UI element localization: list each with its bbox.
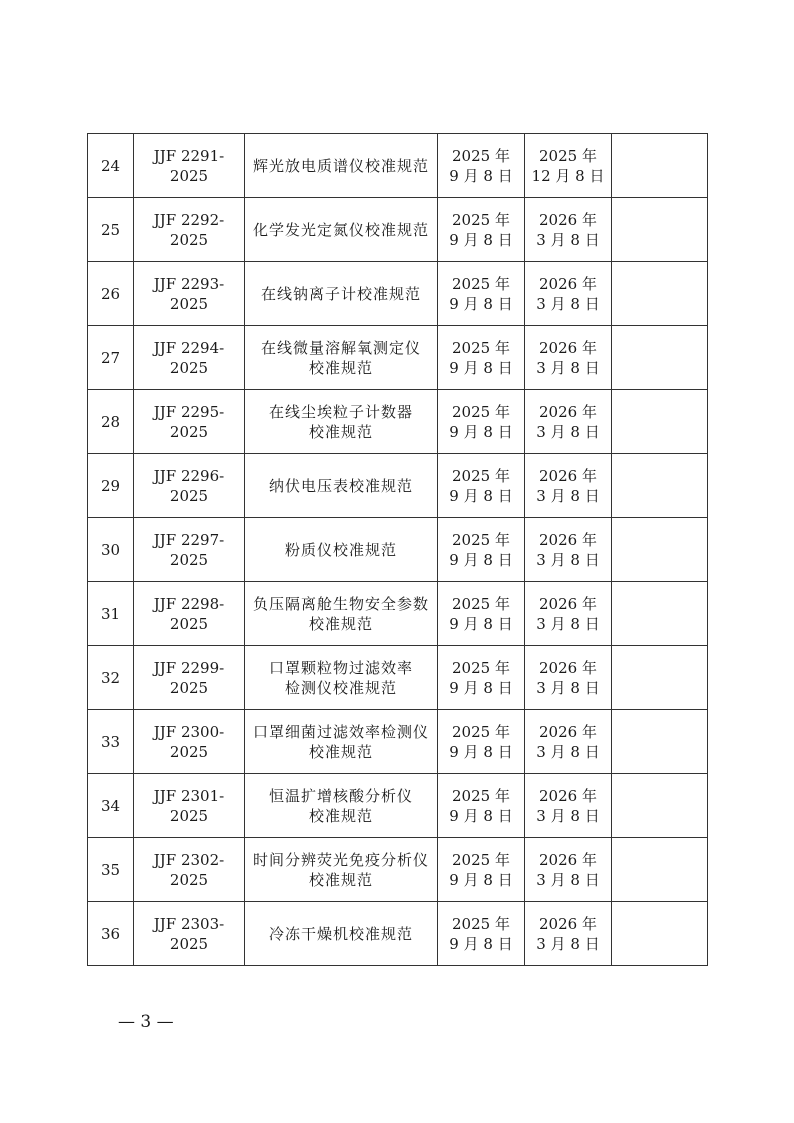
publish-date-cell-line: 2025 年 [452,658,510,677]
publish-date-cell-line: 2025 年 [452,210,510,229]
publish-date-cell-line: 9 月 8 日 [449,806,513,825]
publish-date-cell-line: 9 月 8 日 [449,230,513,249]
effective-date-cell-line: 2026 年 [539,850,597,869]
spec-code-cell: JJF 2298-2025 [134,582,245,646]
effective-date-cell-line: 3 月 8 日 [536,358,600,377]
spec-name-cell [245,262,438,326]
row-number-cell: 34 [88,774,134,838]
spec-name-cell-line: 检测仪校准规范 [284,678,397,697]
row-number-cell: 31 [88,582,134,646]
note-cell [612,262,708,326]
spec-name-cell-line: 校准规范 [308,806,373,825]
spec-name-cell [245,646,438,710]
effective-date-cell-line: 2026 年 [539,338,597,357]
spec-code-cell: JJF 2296-2025 [134,454,245,518]
effective-date-cell [525,774,612,838]
effective-date-cell-line: 2026 年 [539,658,597,677]
publish-date-cell [438,390,525,454]
spec-name-cell-line: 负压隔离舱生物安全参数 [252,594,429,613]
row-number-cell: 26 [88,262,134,326]
effective-date-cell-line: 3 月 8 日 [536,870,600,889]
spec-code-cell: JJF 2295-2025 [134,390,245,454]
table-row [88,518,708,582]
spec-name-cell-line: 在线钠离子计校准规范 [260,284,421,303]
effective-date-cell-line: 3 月 8 日 [536,806,600,825]
note-cell [612,646,708,710]
row-number-cell: 24 [88,134,134,198]
publish-date-cell [438,646,525,710]
effective-date-cell [525,646,612,710]
spec-code-cell: JJF 2302-2025 [134,838,245,902]
effective-date-cell-line: 2025 年 [539,146,597,165]
spec-name-cell [245,582,438,646]
publish-date-cell [438,262,525,326]
spec-name-cell [245,134,438,198]
row-number-cell: 27 [88,326,134,390]
effective-date-cell-line: 2026 年 [539,594,597,613]
effective-date-cell-line: 3 月 8 日 [536,550,600,569]
effective-date-cell-line: 3 月 8 日 [536,294,600,313]
row-number-cell: 32 [88,646,134,710]
effective-date-cell-line: 2026 年 [539,210,597,229]
spec-table-body [88,134,708,966]
table-row [88,646,708,710]
table-row [88,582,708,646]
publish-date-cell [438,710,525,774]
spec-name-cell-line: 校准规范 [308,614,373,633]
publish-date-cell-line: 2025 年 [452,274,510,293]
publish-date-cell-line: 9 月 8 日 [449,614,513,633]
spec-name-cell-line: 化学发光定氮仪校准规范 [252,220,429,239]
spec-name-cell-line: 校准规范 [308,422,373,441]
spec-code-cell: JJF 2294-2025 [134,326,245,390]
note-cell [612,390,708,454]
publish-date-cell-line: 9 月 8 日 [449,166,513,185]
publish-date-cell [438,134,525,198]
note-cell [612,710,708,774]
spec-name-cell-line: 校准规范 [308,870,373,889]
effective-date-cell [525,454,612,518]
publish-date-cell-line: 9 月 8 日 [449,934,513,953]
publish-date-cell-line: 9 月 8 日 [449,678,513,697]
spec-code-cell: JJF 2301-2025 [134,774,245,838]
row-number-cell: 25 [88,198,134,262]
spec-name-cell [245,326,438,390]
row-number-cell: 35 [88,838,134,902]
row-number-cell: 30 [88,518,134,582]
publish-date-cell-line: 2025 年 [452,594,510,613]
publish-date-cell-line: 2025 年 [452,722,510,741]
effective-date-cell [525,262,612,326]
row-number-cell: 36 [88,902,134,966]
spec-name-cell [245,774,438,838]
row-number-cell: 29 [88,454,134,518]
spec-name-cell-line: 恒温扩增核酸分析仪 [268,786,413,805]
effective-date-cell-line: 3 月 8 日 [536,614,600,633]
spec-name-cell [245,454,438,518]
publish-date-cell-line: 9 月 8 日 [449,358,513,377]
publish-date-cell-line: 9 月 8 日 [449,294,513,313]
spec-code-cell: JJF 2291-2025 [134,134,245,198]
spec-name-cell-line: 口罩细菌过滤效率检测仪 [252,722,429,741]
effective-date-cell [525,518,612,582]
publish-date-cell [438,582,525,646]
spec-name-cell-line: 冷冻干燥机校准规范 [268,924,413,943]
note-cell [612,198,708,262]
publish-date-cell-line: 9 月 8 日 [449,550,513,569]
note-cell [612,902,708,966]
publish-date-cell-line: 2025 年 [452,850,510,869]
spec-code-cell: JJF 2300-2025 [134,710,245,774]
spec-name-cell-line: 辉光放电质谱仪校准规范 [252,156,429,175]
table-row [88,454,708,518]
effective-date-cell-line: 3 月 8 日 [536,422,600,441]
page-number: — 3 — [118,1012,174,1032]
spec-code-cell: JJF 2292-2025 [134,198,245,262]
table-row [88,262,708,326]
publish-date-cell [438,838,525,902]
publish-date-cell-line: 9 月 8 日 [449,870,513,889]
note-cell [612,518,708,582]
publish-date-cell-line: 2025 年 [452,402,510,421]
note-cell [612,454,708,518]
publish-date-cell [438,198,525,262]
spec-name-cell-line: 粉质仪校准规范 [284,540,397,559]
note-cell [612,326,708,390]
effective-date-cell-line: 3 月 8 日 [536,742,600,761]
table-row [88,390,708,454]
publish-date-cell-line: 9 月 8 日 [449,422,513,441]
spec-name-cell [245,838,438,902]
effective-date-cell-line: 3 月 8 日 [536,486,600,505]
spec-code-cell: JJF 2297-2025 [134,518,245,582]
publish-date-cell-line: 2025 年 [452,146,510,165]
effective-date-cell-line: 12 月 8 日 [531,166,605,185]
effective-date-cell [525,134,612,198]
effective-date-cell [525,710,612,774]
publish-date-cell-line: 9 月 8 日 [449,742,513,761]
spec-name-cell-line: 纳伏电压表校准规范 [268,476,413,495]
effective-date-cell-line: 2026 年 [539,786,597,805]
note-cell [612,134,708,198]
spec-code-cell: JJF 2303-2025 [134,902,245,966]
table-row [88,326,708,390]
effective-date-cell [525,902,612,966]
publish-date-cell [438,902,525,966]
publish-date-cell [438,454,525,518]
row-number-cell: 33 [88,710,134,774]
publish-date-cell-line: 2025 年 [452,786,510,805]
table-row [88,902,708,966]
row-number-cell: 28 [88,390,134,454]
spec-name-cell-line: 校准规范 [308,742,373,761]
spec-name-cell-line: 在线微量溶解氧测定仪 [260,338,421,357]
publish-date-cell-line: 2025 年 [452,914,510,933]
effective-date-cell-line: 3 月 8 日 [536,230,600,249]
table-row [88,710,708,774]
effective-date-cell-line: 2026 年 [539,722,597,741]
table-row [88,838,708,902]
note-cell [612,582,708,646]
spec-name-cell [245,902,438,966]
publish-date-cell [438,774,525,838]
effective-date-cell-line: 2026 年 [539,274,597,293]
spec-name-cell [245,710,438,774]
effective-date-cell-line: 3 月 8 日 [536,934,600,953]
effective-date-cell-line: 3 月 8 日 [536,678,600,697]
table-row [88,134,708,198]
spec-code-cell: JJF 2299-2025 [134,646,245,710]
publish-date-cell-line: 2025 年 [452,530,510,549]
effective-date-cell [525,582,612,646]
publish-date-cell-line: 2025 年 [452,338,510,357]
publish-date-cell-line: 2025 年 [452,466,510,485]
spec-name-cell [245,518,438,582]
publish-date-cell [438,518,525,582]
table-row [88,198,708,262]
spec-code-cell: JJF 2293-2025 [134,262,245,326]
effective-date-cell-line: 2026 年 [539,530,597,549]
effective-date-cell-line: 2026 年 [539,402,597,421]
effective-date-cell-line: 2026 年 [539,914,597,933]
effective-date-cell [525,390,612,454]
effective-date-cell-line: 2026 年 [539,466,597,485]
spec-name-cell [245,390,438,454]
spec-name-cell [245,198,438,262]
table-row [88,774,708,838]
note-cell [612,838,708,902]
publish-date-cell [438,326,525,390]
effective-date-cell [525,838,612,902]
spec-name-cell-line: 校准规范 [308,358,373,377]
publish-date-cell-line: 9 月 8 日 [449,486,513,505]
effective-date-cell [525,326,612,390]
note-cell [612,774,708,838]
calibration-spec-table [87,133,708,966]
effective-date-cell [525,198,612,262]
spec-name-cell-line: 在线尘埃粒子计数器 [268,402,413,421]
spec-name-cell-line: 时间分辨荧光免疫分析仪 [252,850,429,869]
spec-name-cell-line: 口罩颗粒物过滤效率 [268,658,413,677]
